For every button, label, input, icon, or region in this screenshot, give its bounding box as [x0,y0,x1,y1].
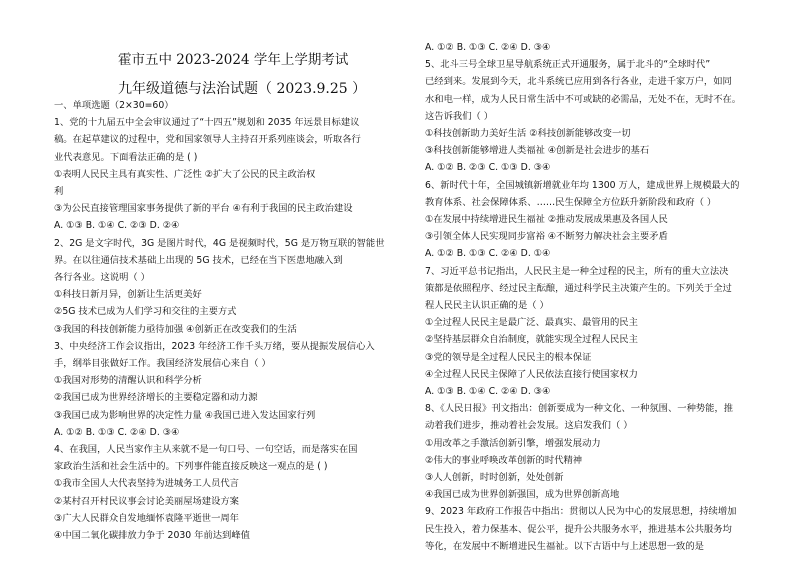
text-line: 等化，在发展中不断增进民生福祉。以下古语中与上述思想一致的是 [425,540,704,552]
text-line: ②我国已成为世界经济增长的主要稳定器和动力源 [54,392,258,404]
text-line: 3、中央经济工作会议指出，2023 年经济工作千头万绪，要从提振发展信心入 [54,340,375,352]
text-line: A. ①② B. ①③ C. ②④ D. ①④ [425,248,551,260]
text-line: 界。在以往通信技术基础上出现的 5G 技术，已经在当下医患地融入到 [54,254,343,266]
text-line: ③人人创新，时时创新，处处创新 [425,472,564,483]
text-line: ②伟大的事业呼唤改革创新的时代精神 [425,454,583,466]
text-line: 教育体系、社会保障体系、……民生保障全方位跃升新阶段和政府（ ） [425,196,717,208]
text-line: A. ①② B. ①③ C. ②④ D. ③④ [54,426,180,438]
text-line: ①科技创新助力美好生活 ②科技创新能够改变一切 [425,128,631,139]
text-line: 手，纲举目张做好工作。我国经济发展信心来自（ ） [54,358,271,369]
text-line: ①在发展中持续增进民生福祉 ②推动发展成果惠及各国人民 [425,214,668,225]
text-line: ③党的领导是全过程人民民主的根本保证 [425,351,592,363]
text-line: 1、党的十九届五中全会审议通过了“十四五”规划和 2035 年远景目标建议 [54,117,360,129]
text-line: 水和电一样，成为人民日常生活中不可或缺的必需品，无处不在，无时不在。 [425,93,742,105]
text-line: 稿。在起草建议的过程中，党和国家领导人主持召开系列座谈会，听取各行 [54,134,361,146]
text-line: 2、2G 是文字时代，3G 是图片时代，4G 是视频时代，5G 是万物互联的智能世 [54,237,385,249]
text-line: ①全过程人民民主是最广泛、最真实、最管用的民主 [425,317,638,329]
text-line: 策都是依照程序、经过民主酝酿，通过科学民主决策产生的。下列关于全过 [425,282,732,294]
text-line: ②坚持基层群众自治制度，就能实现全过程人民民主 [425,334,638,346]
text-line: 8、《人民日报》刊文指出：创新要成为一种文化、一种氛围、一种势能，推 [425,403,734,415]
text-line: 程人民民主认识正确的是（ ） [425,300,549,311]
text-line: ③为公民直接管理国家事务提供了新的平台 ④有利于我国的民主政治建设 [54,203,353,215]
text-line: 各行各业。这说明（ ） [54,272,150,283]
text-line: 动着我们进步，推动着社会发展。这启发我们（ ） [425,420,633,432]
text-line: ①用改革之手激活创新引擎，增强发展动力 [425,437,601,449]
text-line: ③我国已成为影响世界的决定性力量 ④我国已进入发达国家行列 [54,409,316,421]
text-line: ①表明人民民主具有真实性、广泛性 ②扩大了公民的民主政治权 [54,168,316,180]
text-line: 家政治生活和社会生活中的。下列事件能直接反映这一观点的是 ( ) [54,461,328,473]
text-line: 这告诉我们（ ） [425,110,494,122]
text-line: ④中国二氧化碳排放力争于 2030 年前达到峰值 [54,530,250,541]
text-line: A. ①③ B. ①④ C. ②④ D. ③④ [425,386,551,397]
exam-title: 霍市五中 2023-2024 学年上学期考试 [118,52,349,68]
text-line: A. ①② B. ①③ C. ②④ D. ③④ [425,42,551,53]
text-line: 4、在我国，人民当家作主从来就不是一句口号、一句空话，而是落实在国 [54,444,358,455]
text-line: ④我国已成为世界创新强国，成为世界创新高地 [425,489,620,501]
text-line: A. ①③ B. ①④ C. ②③ D. ②④ [54,220,180,232]
text-line: ③引领全体人民实现同步富裕 ④不断努力解决社会主要矛盾 [425,231,668,243]
text-line: 已经到来。发展到今天，北斗系统已应用到各行各业，走进千家万户，如同 [425,76,732,88]
text-line: 6、新时代十年，全国城镇新增就业年均 1300 万人，建成世界上规模最大的 [425,179,740,191]
text-line: ③广大人民群众自发地缅怀袁隆平逝世一周年 [54,512,239,524]
text-line: ④全过程人民民主保障了人民依法直接行使国家权力 [425,368,638,380]
text-line: ②某村召开村民议事会讨论美丽屋场建设方案 [54,495,239,507]
text-line: ①我市全国人大代表坚持为进城务工人员代言 [54,478,239,490]
text-line: 民生投入，着力保基本、促公平，提升公共服务水平，推进基本公共服务均 [425,523,732,535]
text-line: 7、习近平总书记指出，人民民主是一种全过程的民主，所有的重大立法决 [425,265,729,277]
exam-subtitle: 九年级道德与法治试题（ 2023.9.25 ） [118,81,367,97]
text-line: ①我国对形势的清醒认识和科学分析 [54,375,202,387]
text-line: 业代表意见。下面看法正确的是 ( ) [54,151,198,163]
text-line: ①科技日新月异，创新让生活更美好 [54,289,202,301]
text-line: 9、2023 年政府工作报告中指出：贯彻以人民为中心的发展思想，持续增加 [425,506,737,518]
text-line: ②5G 技术已成为人们学习和交往的主要方式 [54,306,237,318]
text-line: 5、北斗三号全球卫星导航系统正式开通服务，属于北斗的“全球时代” [425,59,711,71]
text-line: ③科技创新能够增进人类福祉 ④创新是社会进步的基石 [425,145,650,157]
text-line: 一、单项选题（2×30=60） [54,100,174,111]
text-line: ③我国的科技创新能力亟待加强 ④创新正在改变我们的生活 [54,323,297,335]
text-line: A. ①② B. ②③ C. ①③ D. ③④ [425,162,551,174]
text-line: 利 [54,186,64,197]
